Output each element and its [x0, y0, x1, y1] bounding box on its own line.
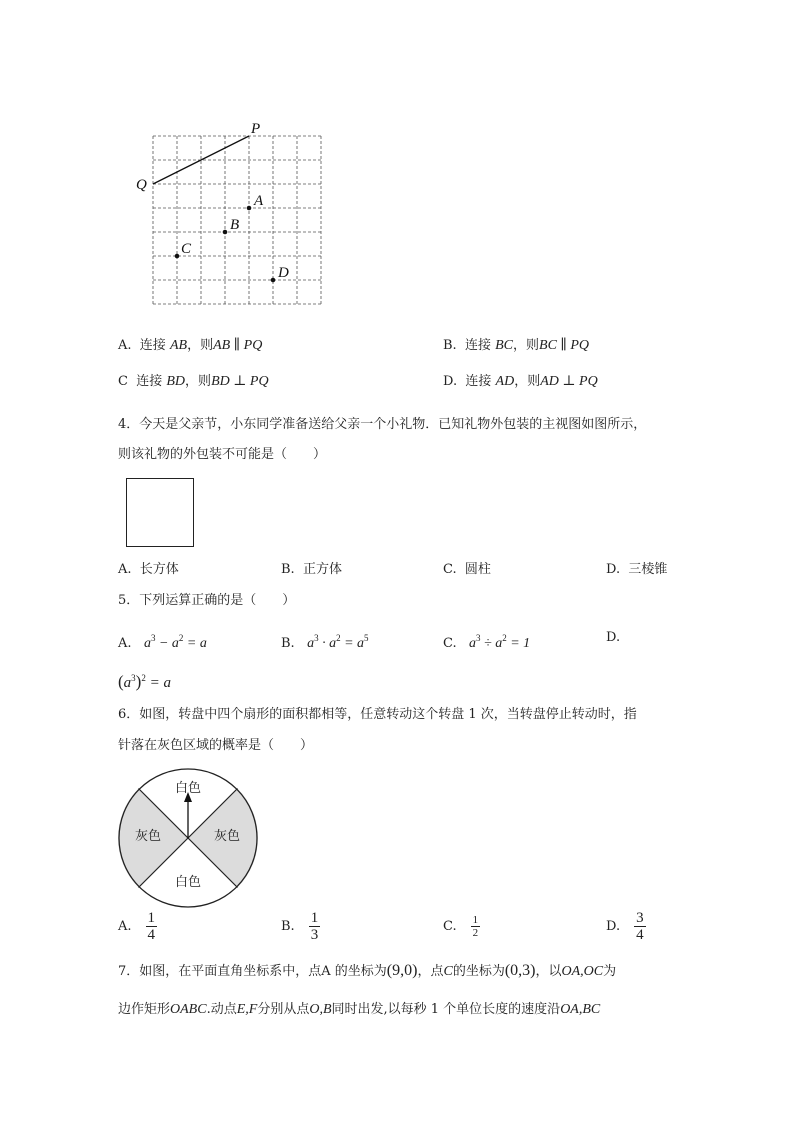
- option-letter: C: [118, 374, 128, 389]
- option-letter: D.: [606, 562, 621, 577]
- option-text: 连接: [464, 338, 491, 353]
- q5-option-d-expression: $(a^3)^2 = a$: [118, 672, 171, 691]
- relation: AB ∥ PQ: [213, 338, 263, 353]
- option-text: 连接: [136, 374, 163, 389]
- sector-label-bottom: 白色: [174, 874, 202, 889]
- option-letter: C.: [443, 636, 457, 651]
- q5-option-d[interactable]: [606, 629, 620, 647]
- expression: $a^3 \cdot a^2 = a^5$: [307, 633, 369, 651]
- option-letter: A.: [118, 636, 132, 651]
- q4-option-b[interactable]: [281, 561, 342, 579]
- q6-option-d[interactable]: [606, 910, 646, 943]
- option-letter: A.: [118, 338, 132, 353]
- q6-option-a[interactable]: [118, 910, 157, 943]
- front-view-square: [126, 478, 194, 547]
- option-letter: B.: [281, 918, 295, 934]
- fraction: $\frac{1}{2}$: [472, 914, 479, 939]
- option-text: 圆柱: [464, 562, 491, 577]
- sector-label-left: 灰色: [134, 828, 162, 843]
- pointer-arrow-icon: [184, 792, 192, 838]
- label-c: C: [181, 241, 192, 257]
- q3-option-d[interactable]: [443, 373, 598, 391]
- option-sep: ，则: [185, 374, 212, 389]
- sector-label-top: 白色: [174, 780, 202, 795]
- fraction: $\frac{1}{4}$: [147, 910, 156, 943]
- label-p: P: [251, 121, 261, 137]
- option-letter: D.: [606, 630, 621, 645]
- q5-option-a[interactable]: [118, 629, 207, 653]
- relation: AD ⊥ PQ: [540, 374, 598, 389]
- label-d: D: [278, 265, 289, 281]
- q3-option-a[interactable]: [118, 337, 262, 355]
- option-letter: B.: [443, 338, 457, 353]
- option-sep: ，则: [513, 338, 540, 353]
- fraction: $\frac{3}{4}$: [636, 910, 644, 943]
- q3-option-c[interactable]: [118, 373, 269, 391]
- q4-option-d[interactable]: [606, 561, 667, 579]
- segment-name: AB: [169, 338, 188, 353]
- option-text: 三棱锥: [628, 562, 668, 577]
- point-c: [175, 254, 180, 259]
- q6-option-b[interactable]: [281, 910, 320, 943]
- segment-name: AD: [495, 374, 515, 389]
- expression: $a^3 \div a^2 = 1$: [469, 633, 531, 651]
- q6-stem-line1: 6．如图，转盘中四个扇形的面积都相等，任意转动这个转盘 1 次，当转盘停止转动时，指: [118, 707, 637, 722]
- option-sep: ，则: [187, 338, 214, 353]
- point-a: [247, 206, 252, 211]
- option-text: 连接: [139, 338, 166, 353]
- relation: BD ⊥ PQ: [211, 374, 269, 389]
- option-letter: B.: [281, 562, 295, 577]
- segment-name: BC: [495, 338, 513, 353]
- option-letter: C.: [443, 918, 457, 934]
- option-letter: B.: [281, 636, 295, 651]
- option-letter: D.: [606, 918, 621, 934]
- label-q: Q: [136, 177, 147, 193]
- q3-option-b[interactable]: [443, 337, 589, 355]
- q4-option-c[interactable]: [443, 561, 491, 579]
- option-letter: A.: [118, 562, 132, 577]
- option-letter: D.: [443, 374, 458, 389]
- spinner-figure: [118, 768, 258, 908]
- relation: BC ∥ PQ: [539, 338, 590, 353]
- q6-stem-line2: 针落在灰色区域的概率是（ ）: [118, 738, 314, 753]
- expression: $a^3 - a^2 = a$: [143, 633, 207, 651]
- label-a: A: [254, 193, 264, 209]
- q5-stem: 5．下列运算正确的是（ ）: [118, 593, 296, 608]
- q4-option-a[interactable]: [118, 561, 179, 579]
- q6-option-c[interactable]: [443, 914, 480, 939]
- point-d: [271, 278, 276, 283]
- option-sep: ，则: [514, 374, 541, 389]
- sector-label-right: 灰色: [213, 828, 241, 843]
- q5-option-c[interactable]: [443, 629, 530, 653]
- q4-stem-line1: 4．今天是父亲节，小东同学准备送给父亲一个小礼物．已知礼物外包装的主视图如图所示，: [118, 417, 647, 432]
- point-b: [223, 230, 228, 235]
- q5-option-b[interactable]: [281, 629, 369, 653]
- grid-figure: [130, 115, 330, 310]
- q7-stem-line1: 7．如图，在平面直角坐标系中，点A 的坐标为(9,0)，点C的坐标为(0,3)，以OA,OC为: [118, 962, 617, 979]
- option-letter: A.: [118, 918, 132, 934]
- option-text: 连接: [465, 374, 492, 389]
- fraction: $\frac{1}{3}$: [310, 910, 319, 943]
- option-text: 正方体: [302, 562, 342, 577]
- segment-name: BD: [166, 374, 186, 389]
- label-b: B: [230, 217, 240, 233]
- option-letter: C.: [443, 562, 457, 577]
- q7-stem-line2: 边作矩形OABC.动点E,F分别从点O,B同时出发,以每秒 1 个单位长度的速度沿OA,BC: [118, 1002, 601, 1017]
- q4-stem-line2: 则该礼物的外包装不可能是（ ）: [118, 447, 327, 462]
- option-text: 长方体: [139, 562, 179, 577]
